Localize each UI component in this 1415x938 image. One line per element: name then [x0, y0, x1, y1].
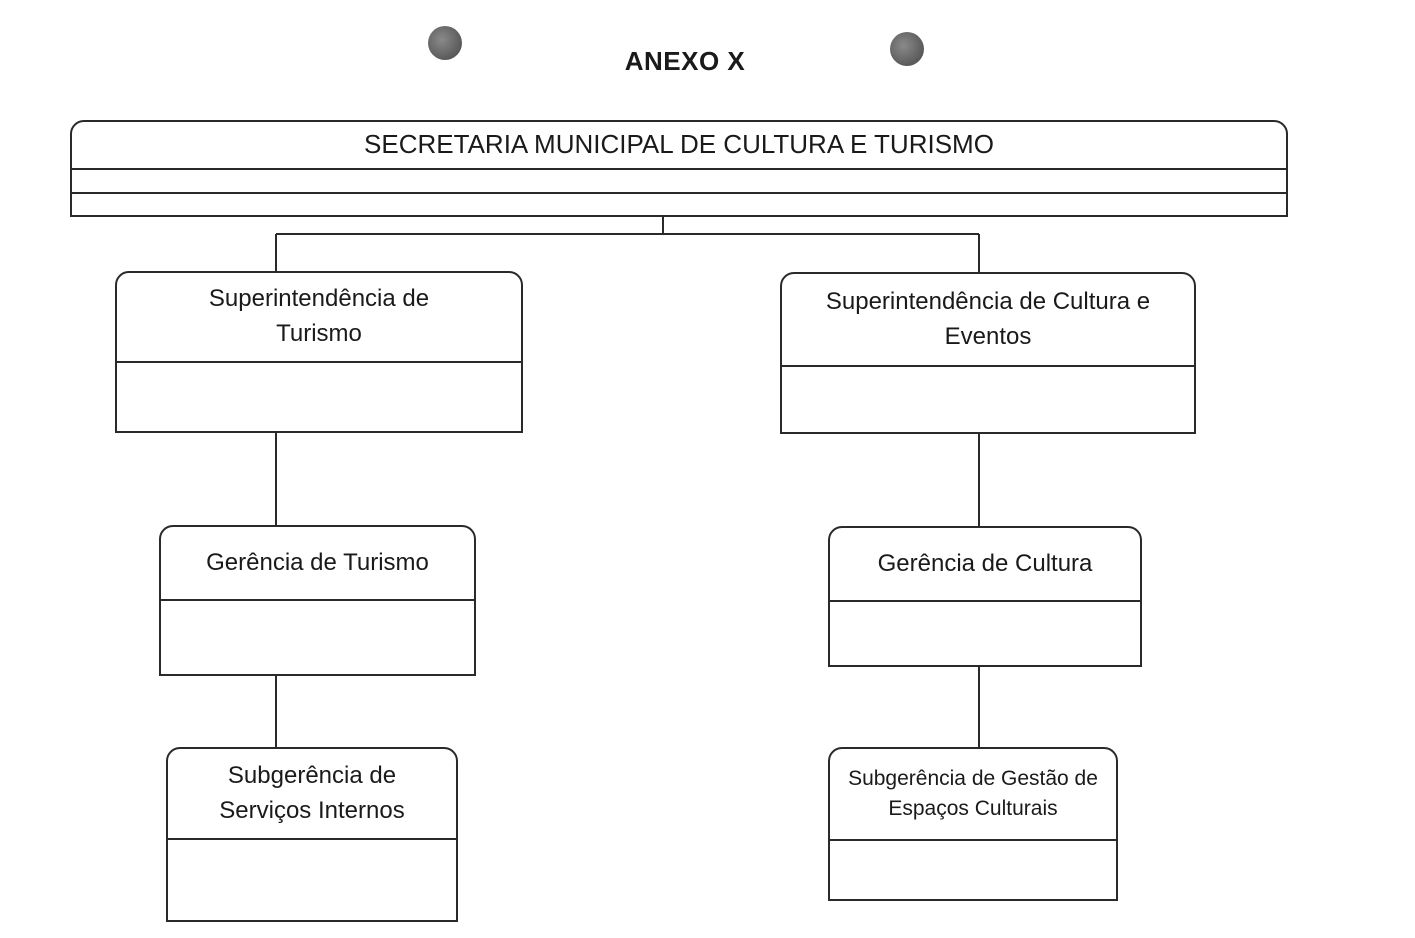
- org-box-superintendencia-cultura: [780, 272, 1196, 434]
- org-box-subgerencia-servicos: [166, 747, 458, 922]
- org-box-title: Superintendência de Cultura e Eventos: [825, 287, 1151, 350]
- org-box-title: Superintendência de Turismo: [208, 285, 430, 347]
- org-box-superintendencia-turismo: [115, 271, 523, 433]
- org-box-title: SECRETARIA MUNICIPAL DE CULTURA E TURISMO: [364, 129, 994, 160]
- org-box-subgerencia-espacos: [828, 747, 1118, 901]
- org-box-secretaria: [70, 120, 1288, 217]
- org-box-gerencia-cultura: [828, 526, 1142, 667]
- org-box-title: Gerência de Turismo: [206, 548, 429, 576]
- org-box-divider: [72, 192, 1286, 194]
- org-box-title: Subgerência de Gestão de Espaços Culturais: [848, 766, 1098, 820]
- org-box-title: Gerência de Cultura: [877, 549, 1093, 577]
- org-box-gerencia-turismo: [159, 525, 476, 676]
- page-title: ANEXO X: [624, 46, 746, 76]
- org-box-title: Subgerência de Serviços Internos: [219, 761, 405, 824]
